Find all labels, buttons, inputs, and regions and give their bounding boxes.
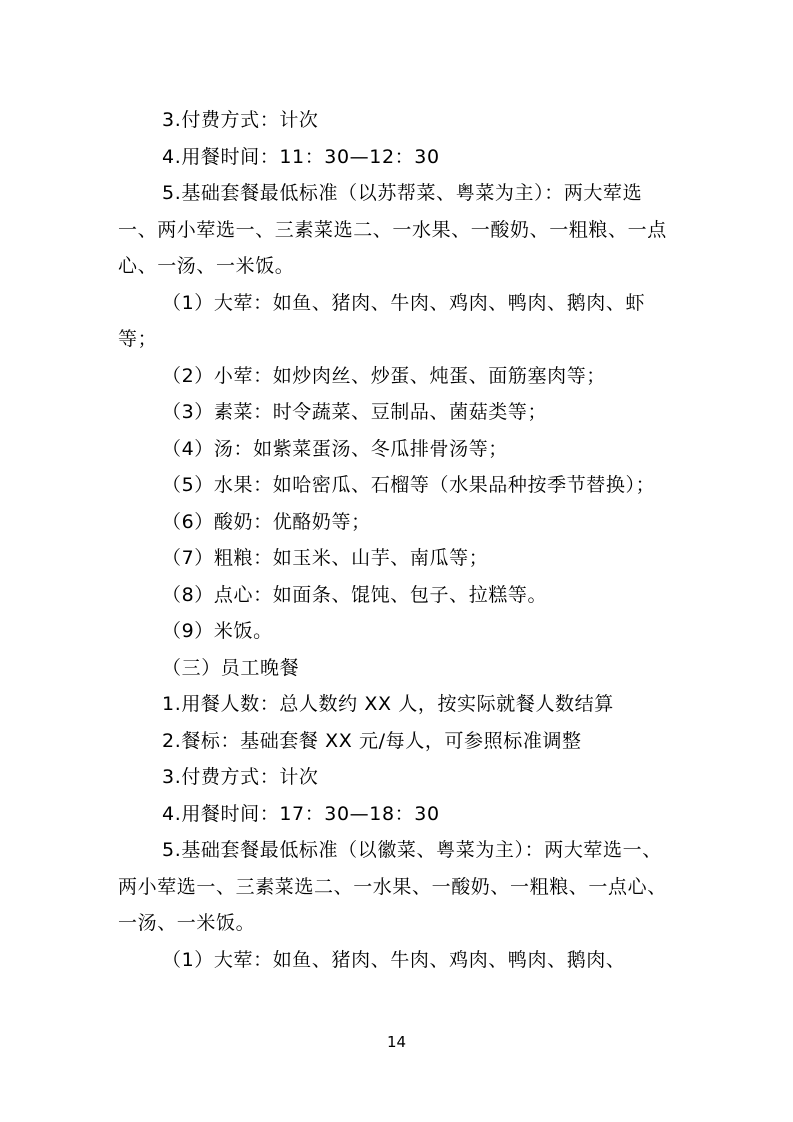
paragraph: （2）小荤：如炒肉丝、炒蛋、炖蛋、面筋塞肉等；	[162, 364, 606, 387]
paragraph: （8）点心：如面条、馄饨、包子、拉糕等。	[162, 583, 548, 606]
paragraph: 4.用餐时间：17：30—18：30	[162, 802, 440, 825]
paragraph: 4.用餐时间：11：30—12：30	[162, 145, 440, 168]
paragraph: （5）水果：如哈密瓜、石榴等（水果品种按季节替换）；	[162, 474, 656, 496]
paragraph: 3.付费方式：计次	[162, 766, 319, 788]
paragraph: （6）酸奶：优酪奶等；	[162, 510, 371, 533]
paragraph: 2.餐标：基础套餐 XX 元/每人，可参照标准调整	[162, 729, 582, 752]
paragraph: （3）素菜：时令蔬菜、豆制品、菌菇类等；	[162, 401, 548, 423]
paragraph: （9）米饭。	[162, 620, 273, 642]
paragraph: 3.付费方式：计次	[162, 109, 319, 131]
paragraph: 5.基础套餐最低标准（以徽菜、粤菜为主）：两大荤选一、两小荤选一、三素菜选二、一水果、一酸奶、一粗粮、一点心、一汤、一米饭。	[118, 839, 667, 934]
paragraph: 5.基础套餐最低标准（以苏帮菜、粤菜为主）：两大荤选一、两小荤选一、三素菜选二、一水果、一酸奶、一粗粮、一点心、一汤、一米饭。	[118, 182, 667, 277]
paragraph: （1）大荤：如鱼、猪肉、牛肉、鸡肉、鸭肉、鹅肉、	[162, 948, 626, 971]
paragraph: （4）汤：如紫菜蛋汤、冬瓜排骨汤等；	[162, 437, 508, 460]
paragraph: （1）大荤：如鱼、猪肉、牛肉、鸡肉、鸭肉、鹅肉、虾等；	[118, 291, 646, 350]
page-number: 14	[386, 1033, 407, 1051]
paragraph: （7）粗粮：如玉米、山芋、南瓜等；	[162, 547, 489, 569]
section-heading: （三）员工晚餐	[162, 656, 300, 679]
document-body	[118, 102, 678, 978]
paragraph: 1.用餐人数：总人数约 XX 人，按实际就餐人数结算	[162, 693, 614, 715]
